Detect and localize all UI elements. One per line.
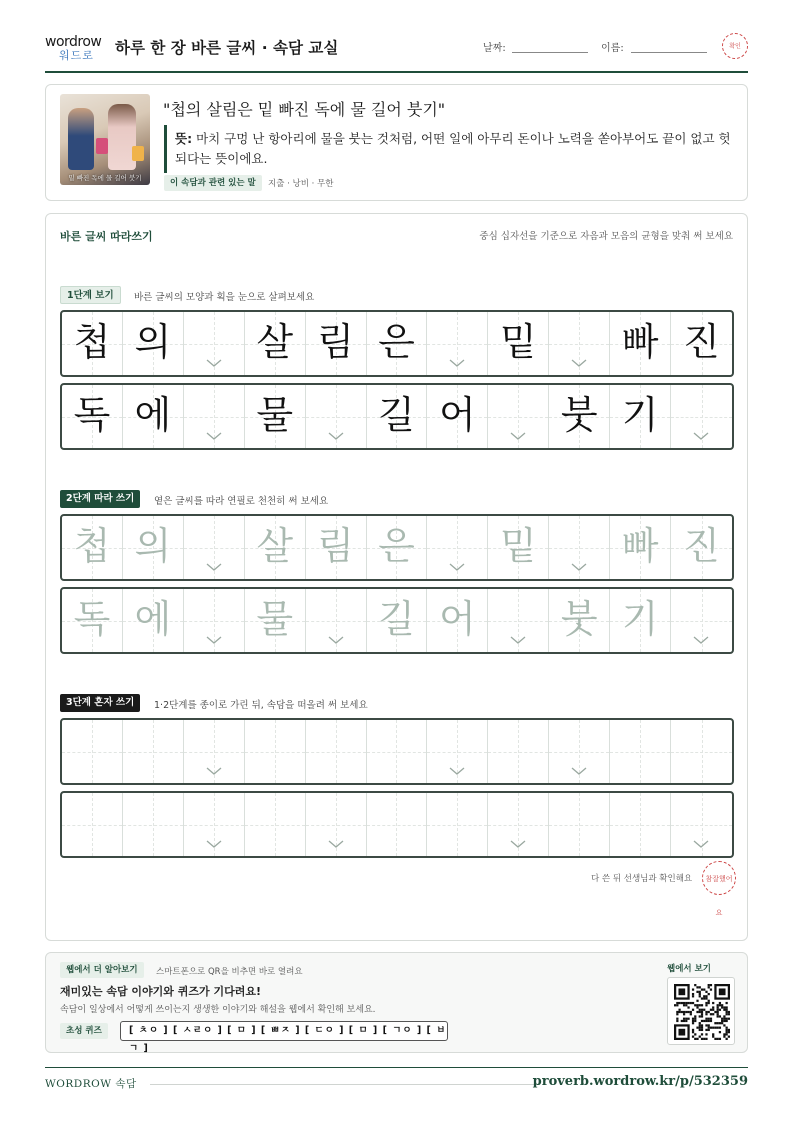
grid-cell[interactable] [123,589,184,652]
footer-url-link[interactable]: proverb.wordrow.kr/p/532359 [532,1074,748,1089]
qr-hint: 스마트폰으로 QR을 비추면 바로 열려요 [156,967,303,977]
grid-cell [671,312,732,375]
grid-cell [488,312,549,375]
grid-cell [367,312,428,375]
date-field[interactable] [512,52,588,53]
name-field[interactable] [631,52,707,53]
logo-korean: 워드로 [59,49,94,62]
grid-cell [488,385,549,448]
wordrow-logo[interactable] [45,34,107,62]
grid-cell[interactable] [245,793,306,856]
related-words-label: 이 속담과 관련 있는 말 [164,175,262,191]
good-job-stamp-icon: 참잘했어요 [702,861,736,895]
grid-cell[interactable] [123,720,184,783]
grid-cell[interactable] [610,720,671,783]
grid-cell[interactable] [62,720,123,783]
proverb-meaning [175,129,740,169]
grid-cell[interactable] [671,793,732,856]
grid-cell[interactable] [245,516,306,579]
grid-cell[interactable] [549,793,610,856]
grid-cell[interactable] [184,720,245,783]
step3-row-1[interactable] [60,718,734,785]
qr-code[interactable] [667,977,735,1045]
practice-character: 빠 [621,320,659,364]
practice-character: 붓 [560,597,598,641]
web-more-tag: 웹에서 더 알아보기 [60,962,144,978]
grid-cell [123,312,184,375]
date-label: 날짜: [483,43,506,54]
practice-character: 길 [378,597,415,641]
web-section [45,952,748,1053]
step2-row-1[interactable] [60,514,734,581]
space-mark-icon [206,636,222,644]
grid-cell [306,312,367,375]
grid-cell [184,312,245,375]
practice-character: 기 [621,393,659,437]
practice-character: 의 [134,524,172,568]
step2-row-2[interactable] [60,587,734,654]
grid-cell[interactable] [610,516,671,579]
practice-character: 길 [378,393,415,437]
grid-cell[interactable] [488,793,549,856]
grid-cell [123,385,184,448]
grid-cell[interactable] [549,720,610,783]
space-mark-icon [693,432,709,440]
qr-code-icon [674,984,730,1040]
space-mark-icon [449,359,465,367]
space-mark-icon [328,636,344,644]
grid-cell [245,312,306,375]
grid-cell [427,385,488,448]
space-mark-icon [510,432,526,440]
grid-cell[interactable] [549,589,610,652]
practice-character: 독 [73,393,111,437]
chosung-quiz-label: 초성 퀴즈 [60,1023,108,1039]
space-mark-icon [571,563,587,571]
grid-cell[interactable] [488,589,549,652]
practice-character: 독 [73,597,111,641]
grid-cell[interactable] [610,793,671,856]
grid-cell [184,385,245,448]
step3-row-2[interactable] [60,791,734,858]
logo-wordmark: wordrow [45,34,102,50]
page-header [45,28,748,73]
footer-divider [45,1067,748,1068]
practice-guide: 중심 십자선을 기준으로 자음과 모음의 균형을 맞춰 써 보세요 [479,231,733,242]
grid-cell [549,312,610,375]
grid-cell[interactable] [306,720,367,783]
space-mark-icon [693,840,709,848]
grid-cell[interactable] [306,589,367,652]
grid-cell [62,385,123,448]
practice-character: 붓 [560,393,598,437]
space-mark-icon [449,563,465,571]
practice-character: 첩 [73,320,111,364]
web-description: 속담이 일상에서 어떻게 쓰이는지 생생한 이야기와 해설을 웹에서 확인해 보세요. [60,1005,376,1015]
grid-cell[interactable] [123,516,184,579]
grid-cell[interactable] [367,720,428,783]
step3-badge: 3단계 혼자 쓰기 [60,694,140,712]
meaning-text: 마치 구멍 난 항아리에 물을 붓는 것처럼, 어떤 일에 아무리 돈이나 노력을 쏟아부어도 끝이 없고 헛되다는 뜻이에요. [175,131,731,166]
web-headline: 재미있는 속담 이야기와 퀴즈가 기다려요! [60,985,261,998]
grid-cell [549,385,610,448]
grid-cell[interactable] [245,589,306,652]
grid-cell [671,385,732,448]
page-title: 하루 한 장 바른 글씨 · 속담 교실 [115,39,339,57]
teacher-check-note: 다 쓴 뒤 선생님과 확인해요 [591,874,693,884]
grid-cell[interactable] [184,516,245,579]
grid-cell[interactable] [427,516,488,579]
grid-cell[interactable] [123,793,184,856]
practice-character: 림 [317,524,354,568]
grid-cell [306,385,367,448]
chosung-quiz: [ ㅊㅇ ] [ ㅅㄹㅇ ] [ ㅁ ] [ ㅃㅈ ] [ ㄷㅇ ] [ ㅁ ] [ ㄱㅇ ] [ ㅂㄱ ] [120,1021,448,1041]
grid-cell[interactable] [62,793,123,856]
grid-cell[interactable] [427,720,488,783]
step3-description: 1·2단계를 종이로 가린 뒤, 속담을 떠올려 써 보세요 [154,700,368,711]
grid-cell[interactable] [367,793,428,856]
grid-cell[interactable] [671,516,732,579]
step1-badge: 1단계 보기 [60,286,121,304]
practice-character: 밑 [499,524,537,568]
practice-character: 어 [439,393,476,437]
step1-row-1 [60,310,734,377]
proverb-illustration [60,94,150,185]
grid-cell[interactable] [245,720,306,783]
practice-character: 살 [256,524,294,568]
space-mark-icon [206,563,222,571]
step1-description: 바른 글씨의 모양과 획을 눈으로 살펴보세요 [134,292,315,303]
space-mark-icon [328,432,344,440]
step2-description: 옅은 글씨를 따라 연필로 천천히 써 보세요 [154,496,329,507]
meaning-label: 뜻: [175,131,193,146]
practice-character: 물 [256,393,294,437]
grid-cell[interactable] [184,589,245,652]
space-mark-icon [510,636,526,644]
illustration-caption: 밑 빠진 독에 물 길어 붓기 [68,174,142,182]
grid-cell [62,312,123,375]
proverb-card [45,84,748,201]
grid-cell [610,312,671,375]
space-mark-icon [206,840,222,848]
practice-character: 살 [256,320,294,364]
space-mark-icon [206,767,222,775]
practice-character: 기 [621,597,659,641]
grid-cell[interactable] [671,720,732,783]
grid-cell[interactable] [427,589,488,652]
practice-section [45,213,748,941]
practice-character: 에 [134,393,172,437]
grid-cell[interactable] [671,589,732,652]
grid-cell [427,312,488,375]
space-mark-icon [510,840,526,848]
practice-character: 은 [378,320,415,364]
practice-character: 진 [683,320,720,364]
qr-label: 웹에서 보기 [667,964,712,974]
practice-character: 의 [134,320,172,364]
step1-row-2 [60,383,734,450]
practice-character: 림 [317,320,354,364]
proverb-text: "첩의 살림은 밑 빠진 독에 물 길어 붓기" [163,100,446,119]
grid-cell[interactable] [367,516,428,579]
space-mark-icon [571,359,587,367]
grid-cell[interactable] [549,516,610,579]
space-mark-icon [449,767,465,775]
related-words: 지출 · 낭비 · 무한 [268,179,334,189]
practice-title: 바른 글씨 따라쓰기 [60,230,153,243]
practice-character: 에 [134,597,172,641]
grid-cell[interactable] [306,516,367,579]
check-stamp-icon: 확인 [722,33,748,59]
practice-character: 물 [256,597,294,641]
grid-cell[interactable] [488,720,549,783]
step2-badge: 2단계 따라 쓰기 [60,490,140,508]
practice-character: 어 [439,597,476,641]
grid-cell[interactable] [62,589,123,652]
grid-cell[interactable] [306,793,367,856]
space-mark-icon [693,636,709,644]
footer-brand: WORDROW 속담 [45,1078,137,1090]
grid-cell[interactable] [427,793,488,856]
practice-character: 진 [683,524,720,568]
grid-cell [610,385,671,448]
grid-cell[interactable] [367,589,428,652]
grid-cell [367,385,428,448]
space-mark-icon [571,767,587,775]
practice-character: 밑 [499,320,537,364]
grid-cell[interactable] [610,589,671,652]
grid-cell[interactable] [62,516,123,579]
practice-character: 첩 [73,524,111,568]
grid-cell[interactable] [184,793,245,856]
space-mark-icon [206,432,222,440]
grid-cell[interactable] [488,516,549,579]
space-mark-icon [206,359,222,367]
name-label: 이름: [601,43,624,54]
space-mark-icon [328,840,344,848]
practice-character: 빠 [621,524,659,568]
footer-separator [150,1084,538,1085]
meaning-accent-bar [164,125,167,173]
practice-character: 은 [378,524,415,568]
grid-cell [245,385,306,448]
